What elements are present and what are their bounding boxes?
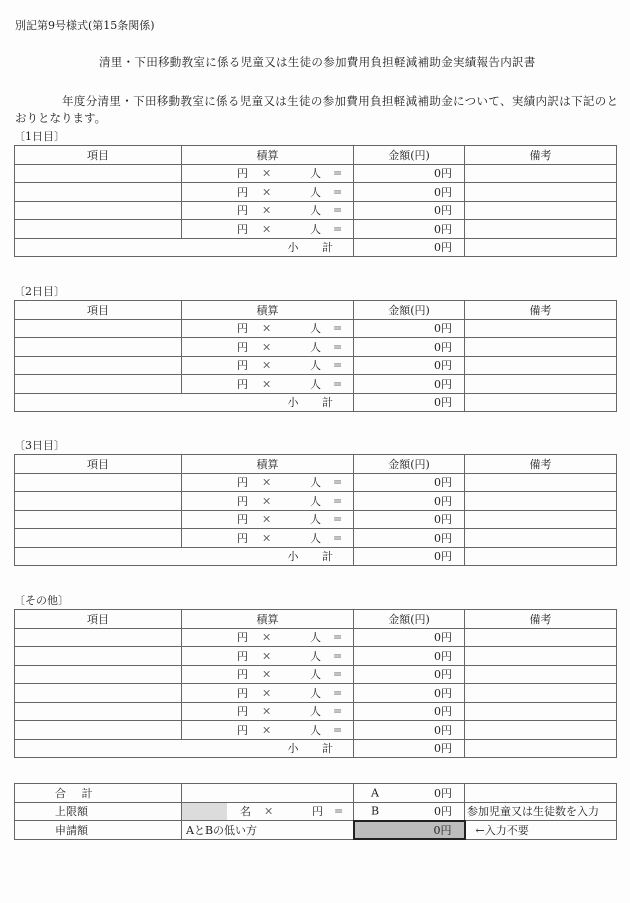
- times-sign: ×: [262, 667, 272, 681]
- amount-value: 0円: [354, 164, 465, 183]
- remarks-input[interactable]: [465, 375, 617, 394]
- item-input[interactable]: [15, 201, 182, 220]
- subtotal-row: [15, 238, 617, 257]
- times-sign: ×: [262, 704, 272, 718]
- header-calc: 積算: [182, 301, 354, 320]
- participant-count-input[interactable]: [182, 803, 227, 821]
- amount-value: 0円: [354, 510, 465, 529]
- item-input[interactable]: [15, 665, 182, 684]
- calc-cell[interactable]: [182, 220, 354, 239]
- subtotal-value: 0円: [354, 739, 465, 758]
- yen-unit: 円: [237, 649, 248, 663]
- total-value: 0円: [434, 786, 452, 800]
- yen-unit: 円: [237, 185, 248, 199]
- equals-sign: =: [333, 686, 343, 700]
- calc-cell[interactable]: [182, 529, 354, 548]
- times-sign: ×: [262, 512, 272, 526]
- amount-value: 0円: [354, 356, 465, 375]
- header-remarks: 備考: [465, 455, 617, 474]
- people-unit: 人: [310, 631, 321, 645]
- calc-cell[interactable]: [182, 721, 354, 740]
- times-sign: ×: [262, 185, 272, 199]
- item-input[interactable]: [15, 628, 182, 647]
- amount-value: 0円: [354, 647, 465, 666]
- limit-tag: B: [371, 804, 380, 818]
- equals-sign: =: [333, 222, 343, 236]
- table-row: [15, 201, 617, 220]
- people-unit: 人: [310, 476, 321, 490]
- yen-unit: 円: [312, 805, 323, 819]
- limit-value: 0円: [434, 805, 452, 818]
- equals-sign: =: [333, 358, 343, 372]
- remarks-input[interactable]: [465, 721, 617, 740]
- people-unit: 人: [310, 531, 321, 545]
- people-unit: 人: [310, 686, 321, 700]
- equals-sign: =: [333, 723, 343, 737]
- section-table: [14, 454, 617, 566]
- calc-cell[interactable]: [182, 201, 354, 220]
- subtotal-remarks[interactable]: [465, 739, 617, 758]
- times-sign: ×: [262, 531, 272, 545]
- remarks-input[interactable]: [465, 319, 617, 338]
- times-sign: ×: [262, 723, 272, 737]
- equals-sign: =: [333, 166, 343, 180]
- amount-value: 0円: [354, 721, 465, 740]
- amount-value: 0円: [354, 492, 465, 511]
- subtotal-label: 小 計: [15, 393, 354, 412]
- amount-value: 0円: [354, 220, 465, 239]
- header-item: 項目: [15, 146, 182, 165]
- request-note: ←入力不要: [465, 821, 617, 840]
- section-label: 〔その他〕: [14, 594, 69, 607]
- yen-unit: 円: [237, 377, 248, 391]
- intro-line-1: 年度分清里・下田移動教室に係る児童又は生徒の参加費用負担軽減補助金について、実績内訳は下記のと: [62, 94, 619, 108]
- calc-cell[interactable]: [182, 665, 354, 684]
- people-unit: 人: [310, 204, 321, 218]
- table-row: [15, 492, 617, 511]
- people-unit: 人: [310, 167, 321, 181]
- calc-cell[interactable]: [182, 492, 354, 511]
- header-amount: 金額(円): [354, 610, 465, 629]
- equals-sign: =: [333, 321, 343, 335]
- limit-note: 参加児童又は生徒数を入力: [465, 802, 617, 821]
- table-row: [15, 665, 617, 684]
- summary-request-row: [15, 821, 617, 840]
- header-row: [15, 455, 617, 474]
- header-amount: 金額(円): [354, 455, 465, 474]
- table-row: [15, 702, 617, 721]
- table-row: [15, 721, 617, 740]
- people-unit: 人: [310, 705, 321, 719]
- header-row: [15, 610, 617, 629]
- yen-unit: 円: [237, 204, 248, 218]
- table-row: [15, 510, 617, 529]
- section-table: [14, 145, 617, 257]
- equals-sign: =: [333, 704, 343, 718]
- equals-sign: =: [334, 804, 344, 818]
- total-amount-cell: [354, 784, 465, 803]
- remarks-input[interactable]: [465, 510, 617, 529]
- limit-amount-cell: [354, 802, 465, 821]
- remarks-input[interactable]: [465, 665, 617, 684]
- amount-value: 0円: [354, 473, 465, 492]
- equals-sign: =: [333, 340, 343, 354]
- calc-cell[interactable]: [182, 628, 354, 647]
- calc-cell[interactable]: [182, 375, 354, 394]
- yen-unit: 円: [237, 631, 248, 645]
- yen-unit: 円: [237, 686, 248, 700]
- yen-unit: 円: [237, 531, 248, 545]
- yen-unit: 円: [237, 340, 248, 354]
- remarks-input[interactable]: [465, 164, 617, 183]
- remarks-input[interactable]: [465, 684, 617, 703]
- table-row: [15, 356, 617, 375]
- times-sign: ×: [262, 494, 272, 508]
- amount-value: 0円: [354, 319, 465, 338]
- calc-cell[interactable]: [182, 473, 354, 492]
- header-remarks: 備考: [465, 610, 617, 629]
- summary-table: [14, 783, 617, 840]
- item-input[interactable]: [15, 338, 182, 357]
- summary-total-row: [15, 784, 617, 803]
- subtotal-value: 0円: [354, 547, 465, 566]
- table-row: [15, 338, 617, 357]
- table-row: [15, 473, 617, 492]
- header-calc: 積算: [182, 146, 354, 165]
- yen-unit: 円: [237, 494, 248, 508]
- header-calc: 積算: [182, 610, 354, 629]
- people-unit: 人: [310, 513, 321, 527]
- item-input[interactable]: [15, 510, 182, 529]
- item-input[interactable]: [15, 375, 182, 394]
- remarks-input[interactable]: [465, 628, 617, 647]
- equals-sign: =: [333, 185, 343, 199]
- table-row: [15, 164, 617, 183]
- section-label: 〔1日目〕: [14, 130, 65, 143]
- calc-cell[interactable]: [182, 647, 354, 666]
- yen-unit: 円: [237, 705, 248, 719]
- amount-value: 0円: [354, 529, 465, 548]
- yen-unit: 円: [237, 723, 248, 737]
- request-rule: AとBの低い方: [182, 821, 354, 840]
- limit-calc-cell: [182, 802, 354, 821]
- item-input[interactable]: [15, 164, 182, 183]
- total-blank: [182, 784, 354, 803]
- remarks-input[interactable]: [465, 183, 617, 202]
- equals-sign: =: [333, 531, 343, 545]
- remarks-input[interactable]: [465, 529, 617, 548]
- form-id: 別記第9号様式(第15条関係): [15, 19, 155, 32]
- remarks-input[interactable]: [465, 702, 617, 721]
- times-sign: ×: [262, 166, 272, 180]
- remarks-input[interactable]: [465, 220, 617, 239]
- subtotal-remarks[interactable]: [465, 547, 617, 566]
- item-input[interactable]: [15, 702, 182, 721]
- people-unit: 人: [310, 322, 321, 336]
- equals-sign: =: [333, 630, 343, 644]
- item-input[interactable]: [15, 220, 182, 239]
- header-row: [15, 146, 617, 165]
- people-unit: 人: [310, 340, 321, 354]
- times-sign: ×: [262, 686, 272, 700]
- remarks-input[interactable]: [465, 356, 617, 375]
- item-input[interactable]: [15, 319, 182, 338]
- times-sign: ×: [262, 321, 272, 335]
- header-item: 項目: [15, 301, 182, 320]
- amount-value: 0円: [354, 183, 465, 202]
- times-sign: ×: [264, 804, 274, 818]
- total-tag: A: [371, 786, 379, 800]
- table-row: [15, 529, 617, 548]
- yen-unit: 円: [237, 322, 248, 336]
- intro-line-2: おりとなります。: [15, 111, 107, 125]
- subtotal-value: 0円: [354, 393, 465, 412]
- times-sign: ×: [262, 222, 272, 236]
- calc-cell[interactable]: [182, 338, 354, 357]
- equals-sign: =: [333, 377, 343, 391]
- yen-unit: 円: [237, 359, 248, 373]
- people-unit: 人: [310, 185, 321, 199]
- yen-unit: 円: [237, 476, 248, 490]
- item-input[interactable]: [15, 647, 182, 666]
- amount-value: 0円: [354, 665, 465, 684]
- equals-sign: =: [333, 512, 343, 526]
- people-unit: 人: [310, 649, 321, 663]
- table-row: [15, 183, 617, 202]
- remarks-input[interactable]: [465, 647, 617, 666]
- equals-sign: =: [333, 649, 343, 663]
- calc-cell[interactable]: [182, 319, 354, 338]
- header-remarks: 備考: [465, 301, 617, 320]
- subtotal-remarks[interactable]: [465, 393, 617, 412]
- subtotal-row: [15, 393, 617, 412]
- times-sign: ×: [262, 340, 272, 354]
- times-sign: ×: [262, 475, 272, 489]
- times-sign: ×: [262, 649, 272, 663]
- remarks-input[interactable]: [465, 473, 617, 492]
- calc-cell[interactable]: [182, 510, 354, 529]
- subtotal-label: 小 計: [15, 739, 354, 758]
- header-calc: 積算: [182, 455, 354, 474]
- table-row: [15, 319, 617, 338]
- item-input[interactable]: [15, 529, 182, 548]
- amount-value: 0円: [354, 375, 465, 394]
- document-title: 清里・下田移動教室に係る児童又は生徒の参加費用負担軽減補助金実績報告内訳書: [99, 55, 536, 69]
- total-note: [465, 784, 617, 803]
- subtotal-row: [15, 739, 617, 758]
- section-table: [14, 300, 617, 412]
- remarks-input[interactable]: [465, 338, 617, 357]
- calc-cell[interactable]: [182, 356, 354, 375]
- limit-label: 上限額: [15, 802, 182, 821]
- amount-value: 0円: [354, 628, 465, 647]
- subtotal-value: 0円: [354, 238, 465, 257]
- subtotal-remarks[interactable]: [465, 238, 617, 257]
- yen-unit: 円: [237, 222, 248, 236]
- amount-value: 0円: [354, 684, 465, 703]
- total-label: 合 計: [15, 784, 182, 803]
- header-row: [15, 301, 617, 320]
- equals-sign: =: [333, 667, 343, 681]
- persons-unit: 名: [240, 805, 251, 819]
- times-sign: ×: [262, 377, 272, 391]
- calc-cell[interactable]: [182, 164, 354, 183]
- item-input[interactable]: [15, 492, 182, 511]
- subtotal-row: [15, 547, 617, 566]
- section-label: 〔3日目〕: [14, 439, 65, 452]
- people-unit: 人: [310, 723, 321, 737]
- section-table: [14, 609, 617, 758]
- times-sign: ×: [262, 358, 272, 372]
- calc-cell[interactable]: [182, 702, 354, 721]
- people-unit: 人: [310, 222, 321, 236]
- subtotal-label: 小 計: [15, 547, 354, 566]
- times-sign: ×: [262, 203, 272, 217]
- calc-cell[interactable]: [182, 684, 354, 703]
- table-row: [15, 375, 617, 394]
- section-label: 〔2日目〕: [14, 285, 65, 298]
- item-input[interactable]: [15, 684, 182, 703]
- times-sign: ×: [262, 630, 272, 644]
- amount-value: 0円: [354, 201, 465, 220]
- header-item: 項目: [15, 455, 182, 474]
- remarks-input[interactable]: [465, 492, 617, 511]
- remarks-input[interactable]: [465, 201, 617, 220]
- yen-unit: 円: [237, 167, 248, 181]
- equals-sign: =: [333, 203, 343, 217]
- table-row: [15, 647, 617, 666]
- people-unit: 人: [310, 359, 321, 373]
- table-row: [15, 684, 617, 703]
- people-unit: 人: [310, 377, 321, 391]
- subtotal-label: 小 計: [15, 238, 354, 257]
- item-input[interactable]: [15, 356, 182, 375]
- item-input[interactable]: [15, 721, 182, 740]
- header-amount: 金額(円): [354, 301, 465, 320]
- people-unit: 人: [310, 494, 321, 508]
- table-row: [15, 628, 617, 647]
- request-label: 申請額: [15, 821, 182, 840]
- equals-sign: =: [333, 494, 343, 508]
- table-row: [15, 220, 617, 239]
- people-unit: 人: [310, 668, 321, 682]
- amount-value: 0円: [354, 702, 465, 721]
- item-input[interactable]: [15, 473, 182, 492]
- header-amount: 金額(円): [354, 146, 465, 165]
- header-remarks: 備考: [465, 146, 617, 165]
- request-value: 0円: [354, 821, 465, 840]
- item-input[interactable]: [15, 183, 182, 202]
- header-item: 項目: [15, 610, 182, 629]
- yen-unit: 円: [237, 668, 248, 682]
- amount-value: 0円: [354, 338, 465, 357]
- equals-sign: =: [333, 475, 343, 489]
- summary-limit-row: [15, 802, 617, 821]
- yen-unit: 円: [237, 513, 248, 527]
- calc-cell[interactable]: [182, 183, 354, 202]
